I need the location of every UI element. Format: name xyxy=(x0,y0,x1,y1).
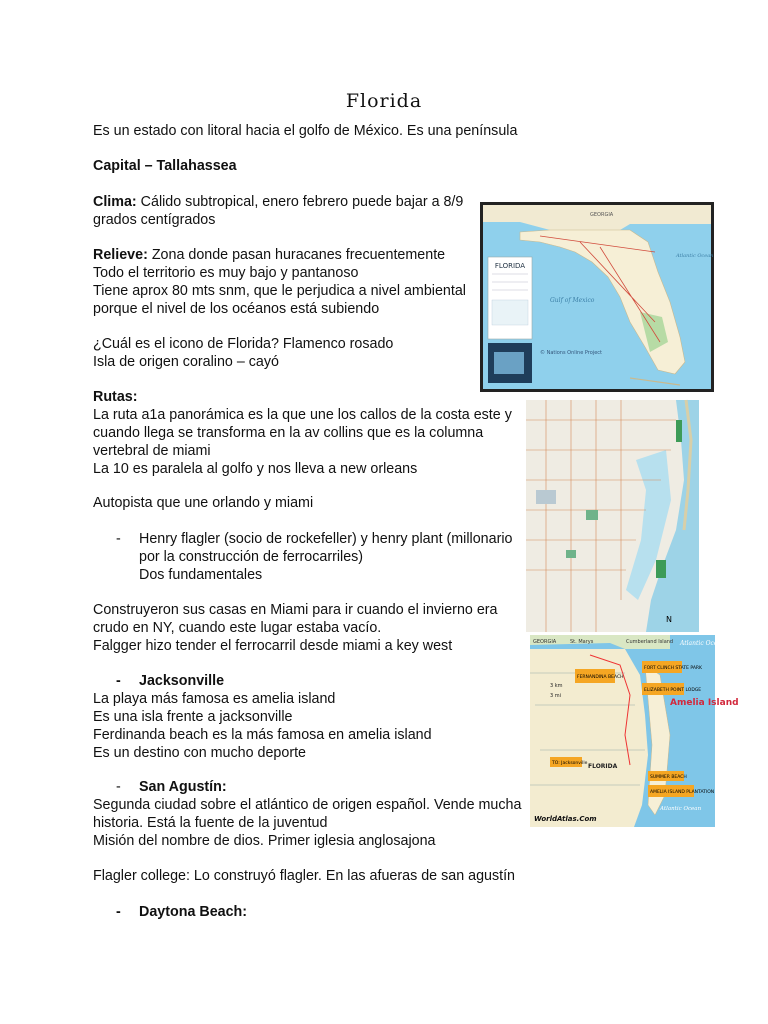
rutas-text-3: vertebral de miami xyxy=(93,443,211,459)
jacksonville-text-2: Es una isla frente a jacksonville xyxy=(93,709,293,725)
clima-text: Cálido subtropical, enero febrero puede bajar a 8/9 xyxy=(136,194,464,210)
san-agustin-heading: San Agustín: xyxy=(139,779,227,795)
autopista-text: Autopista que une orlando y miami xyxy=(93,495,314,511)
relieve-text-2: Todo el territorio es muy bajo y pantanoso xyxy=(93,265,359,281)
bullet-dash: - xyxy=(116,779,121,795)
map1-credit: © Nations Online Project xyxy=(540,350,602,356)
icono-text: ¿Cuál es el icono de Florida? Flamenco rosado xyxy=(93,336,394,352)
relieve-text-4: porque el nivel de los océanos está subiendo xyxy=(93,301,380,317)
map1-state-title: FLORIDA xyxy=(494,262,526,270)
map3-georgia-label: GEORGIA xyxy=(533,639,557,645)
page-title: Florida xyxy=(345,90,423,112)
bullet-dash: - xyxy=(116,531,121,547)
relieve-text: Zona donde pasan huracanes frecuentemente xyxy=(147,247,446,263)
rutas-heading: Rutas: xyxy=(93,389,138,405)
rutas-text-2: cuando llega se transforma en la av collins que es la columna xyxy=(93,425,484,441)
map3-cumberland-label: Cumberland Island xyxy=(626,639,674,645)
henry-text-1: Henry flagler (socio de rockefeller) y henry plant (millonario xyxy=(139,531,513,547)
henry-text-3: Dos fundamentales xyxy=(139,567,263,583)
isla-text: Isla de origen coralino – cayó xyxy=(93,354,279,370)
map3-florida-label: FLORIDA xyxy=(588,763,618,770)
map1-atlantic-label: Atlantic Ocean xyxy=(676,253,714,259)
map3-plantation-label: AMELIA ISLAND PLANTATION xyxy=(650,790,715,795)
rutas-text-4: La 10 es paralela al golfo y nos lleva a new orleans xyxy=(93,461,418,477)
map3-fernandina-label: FERNANDINA BEACH xyxy=(577,675,624,680)
relieve-text-3: Tiene aprox 80 mts snm, que le perjudica a nivel ambiental xyxy=(93,283,466,299)
miami-map-image xyxy=(526,400,699,632)
construyeron-text-3: Falgger hizo tender el ferrocarril desde miami a key west xyxy=(93,638,453,654)
san-agustin-text-3: Misión del nombre de dios. Primer iglesia anglosajona xyxy=(93,833,436,849)
florida-map-image xyxy=(480,202,714,392)
map1-georgia-label: GEORGIA xyxy=(590,212,614,218)
map3-to-jax-label: TO: Jacksonville xyxy=(552,761,588,766)
bullet-dash: - xyxy=(116,673,121,689)
henry-text-2: por la construcción de ferrocarriles) xyxy=(139,549,364,565)
map3-st-marys-label: St. Marys xyxy=(570,639,594,645)
jacksonville-heading: Jacksonville xyxy=(139,673,225,689)
map3-fort-clinch-label: FORT CLINCH STATE PARK xyxy=(644,666,702,671)
clima-label: Clima: xyxy=(93,194,137,210)
construyeron-text-2: crudo en NY, cuando este lugar estaba vacío. xyxy=(93,620,382,636)
map3-summer-label: SUMMER BEACH xyxy=(650,775,687,780)
jacksonville-text-4: Es un destino con mucho deporte xyxy=(93,745,307,761)
map3-atlantic-top-label: Atlantic Ocean xyxy=(680,640,725,647)
map3-amelia-label: Amelia Island xyxy=(670,698,739,708)
capital-text: Capital – Tallahassea xyxy=(93,158,237,174)
amelia-island-map-image xyxy=(530,635,739,827)
bullet-dash: - xyxy=(116,904,121,920)
map3-elizabeth-label: ELIZABETH POINT LODGE xyxy=(644,688,702,693)
relieve-label: Relieve: xyxy=(93,247,148,263)
map2-north-label: N xyxy=(666,615,672,624)
construyeron-text-1: Construyeron sus casas en Miami para ir cuando el invierno era xyxy=(93,602,498,618)
map3-mi-label: 3 mi xyxy=(550,693,562,699)
san-agustin-text-1: Segunda ciudad sobre el atlántico de origen español. Vende mucha xyxy=(93,797,522,813)
intro-text: Es un estado con litoral hacia el golfo de México. Es una península xyxy=(93,123,518,139)
san-agustin-text-2: historia. Está la fuente de la juventud xyxy=(93,815,328,831)
flagler-text: Flagler college: Lo construyó flagler. En las afueras de san agustín xyxy=(93,868,516,884)
map1-gulf-label: Gulf of Mexico xyxy=(550,297,595,304)
map3-atlantic-bottom-label: Atlantic Ocean xyxy=(660,806,702,812)
jacksonville-text-3: Ferdinanda beach es la más famosa en amelia island xyxy=(93,727,432,743)
clima-text-2: grados centígrados xyxy=(93,212,216,228)
jacksonville-text-1: La playa más famosa es amelia island xyxy=(93,691,336,707)
daytona-heading: Daytona Beach: xyxy=(139,904,248,920)
clima-line xyxy=(93,193,463,211)
map3-km-label: 3 km xyxy=(550,683,563,689)
map3-worldatlas-label: WorldAtlas.Com xyxy=(534,815,597,823)
rutas-text-1: La ruta a1a panorámica es la que une los callos de la costa este y xyxy=(93,407,512,423)
relieve-line xyxy=(93,246,445,264)
